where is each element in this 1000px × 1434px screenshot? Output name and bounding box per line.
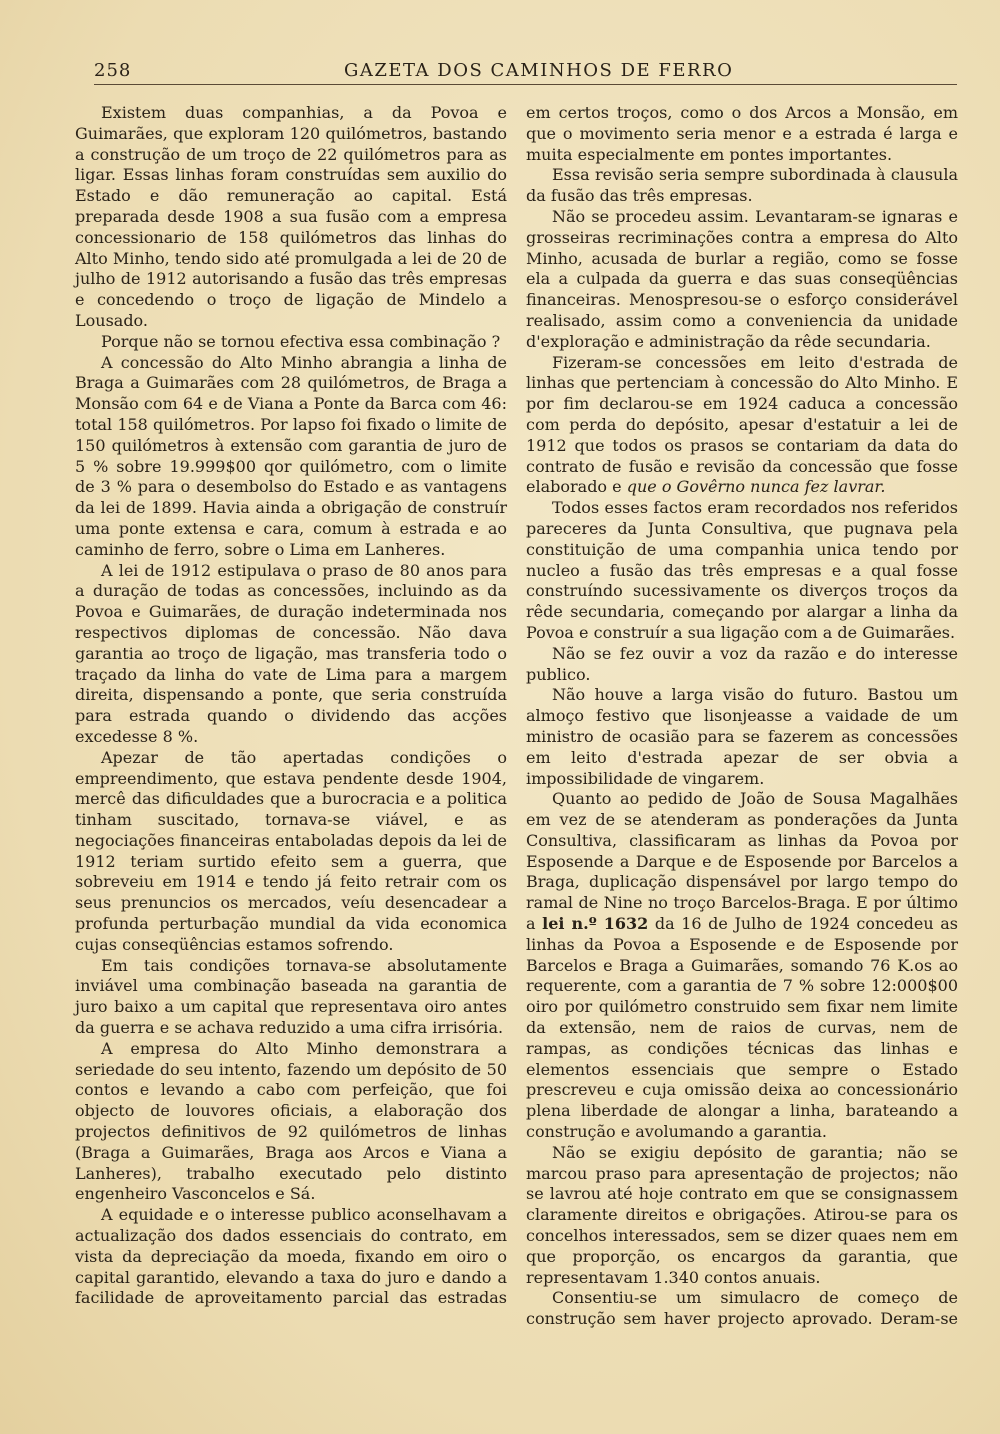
paragraph: Apezar de tão apertadas condições o empreendimento, que estava pendente desde 1904, mercê das dificuldades que a burocracia e a politica tinham suscitado, tornava-se viável, e as negociações financeiras entaboladas depois da lei de 1912 teriam surtido efeito sem a guerra, que sobreveiu em 1914 e tendo já feito retrair com os seus prenuncios os mercados, veíu desencadear a profunda perturbação mundial da vida economica cujas conseqüências estamos sofrendo. bbox=[75, 747, 507, 954]
paragraph: Em tais condições tornava-se absolutamente inviável uma combinação baseada na garantia de juro baixo a um capital que representava oiro antes da guerra e se achava reduzido a uma cifra irrisória. bbox=[75, 955, 507, 1038]
paragraph-text: Quanto ao pedido de João de Sousa Magalhães em vez de se atenderam as ponderações da Junta Consultiva, classificaram as linhas da Povoa por Esposende a Darque e de Esposende por Barcelos a Braga, duplicação dispensável por largo tempo do ramal de Nine no troço Barcelos-Braga. E por último a bbox=[526, 789, 958, 934]
paragraph: A concessão do Alto Minho abrangia a linha de Braga a Guimarães com 28 quilómetros, de Braga a Monsão com 64 e de Viana a Ponte da Barca com 46: total 158 quilómetros. Por lapso foi fixado o limite de 150 quilómetros à extensão com garantia de juro de 5 % sobre 19.999$00 qor quilómetro, com o limite de 3 % para o desembolso do Estado e as vantagens da lei de 1899. Havia ainda a obrigação de construír uma ponte extensa e cara, comum à estrada e ao caminho de ferro, sobre o Lima em Lanheres. bbox=[75, 352, 507, 559]
paragraph: A equidade e o interesse publico aconselhavam a actualização dos dados essenciais do contrato, em vista da depreciação da moeda, fixando em oiro o capital garantido, elevando a taxa do juro e dando a facilidade de aproveitamento parcial das estradas bbox=[75, 1205, 507, 1308]
law-reference: lei n.º 1632 bbox=[542, 914, 649, 934]
paragraph: Não se procedeu assim. Levantaram-se ignaras e grosseiras recriminações contra a empresa do Alto Minho, acusada de burlar a região, como se fosse ela a culpada da guerra e das suas conseqüências financeiras. Menospresou-se o esforço considerável realisado, assim como a conveniencia da unidade d'exploração e administração da rêde secundaria. bbox=[526, 206, 958, 351]
left-column bbox=[75, 103, 507, 1309]
paragraph: Existem duas companhias, a da Povoa e Guimarães, que exploram 120 quilómetros, bastando a construção de um troço de 22 quilómetros para as ligar. Essas linhas foram construídas sem auxilio do Estado e dão remuneração ao capital. Está preparada desde 1908 a sua fusão com a empresa concessionario de 158 quilómetros das linhas do Alto Minho, tendo sido até promulgada a lei de 20 de julho de 1912 autorisando a fusão das três empresas e concedendo o troço de ligação de Mindelo a Lousado. bbox=[75, 103, 507, 330]
paragraph bbox=[526, 353, 958, 499]
running-head: GAZETA DOS CAMINHOS DE FERRO bbox=[344, 60, 734, 81]
paragraph-text: Fizeram-se concessões em leito d'estrada de linhas que pertenciam à concessão do Alto Minho. E por fim declarou-se em 1924 caduca a concessão com perda do depósito, apesar d'estatuir a lei de 1912 que todos os prasos se contariam da data do contrato de fusão e revisão da concessão que fosse elaborado e bbox=[526, 352, 958, 497]
paragraph: Porque não se tornou efectiva essa combinação ? bbox=[101, 331, 501, 351]
paragraph: Consentiu-se um simulacro de começo de construção sem haver projecto aprovado. Deram-se bbox=[526, 1288, 958, 1329]
paragraph: Não houve a larga visão do futuro. Bastou um almoço festivo que lisonjeasse a vaidade de um ministro de ocasião para se fazerem as concessões em leito d'estrada apezar de ser obvia a impossibilidade de vingarem. bbox=[526, 685, 958, 788]
paragraph bbox=[526, 789, 958, 1143]
page-number: 258 bbox=[94, 60, 132, 81]
paragraph: Essa revisão seria sempre subordinada à clausula da fusão das três empresas. bbox=[526, 165, 958, 206]
italic-phrase: que o Govêrno nunca fez lavrar. bbox=[626, 477, 886, 497]
paragraph: A lei de 1912 estipulava o praso de 80 anos para a duração de todas as concessões, incluindo as da Povoa e Guimarães, de duração indeterminada nos respectivos diplomas de concessão. Não dava garantia ao troço de ligação, mas transferia todo o traçado da linha do vate de Lima para a margem direita, dispensando a ponte, que seria construída para estrada quando o dividendo das acções excedesse 8 %. bbox=[75, 560, 507, 746]
header-rule bbox=[94, 84, 957, 85]
paragraph-text: da 16 de Julho de 1924 concedeu as linhas da Povoa a Esposende e de Esposende por Barcelos e Braga a Guimarães, somando 76 K.os ao requerente, com a garantia de 7 % sobre 12:000$00 oiro por quilómetro construido sem fixar nem limite da extensão, nem de raios de curvas, nem de rampas, as condições técnicas das linhas e elementos essenciais que sempre o Estado prescreveu e cuja omissão deixa ao concessionário plena liberdade de alongar a linha, barateando a construção e avolumando a garantia. bbox=[526, 914, 959, 1142]
paragraph: A empresa do Alto Minho demonstrara a seriedade do seu intento, fazendo um depósito de 50 contos e levando a cabo com perfeição, que foi objecto de louvores oficiais, a elaboração dos projectos definitivos de 92 quilómetros de linhas (Braga a Guimarães, Braga aos Arcos e Viana a Lanheres), trabalho executado pelo distinto engenheiro Vasconcelos e Sá. bbox=[75, 1038, 507, 1204]
paragraph: Não se fez ouvir a voz da razão e do interesse publico. bbox=[526, 643, 958, 684]
paragraph: Todos esses factos eram recordados nos referidos pareceres da Junta Consultiva, que pugnava pela constituição de uma companhia unica tendo por nucleo a fusão das três empresas e a qual fosse construíndo sucessivamente os diverços troços da rêde secundaria, começando por alargar a linha da Povoa e construír a sua ligação com a de Guimarães. bbox=[526, 498, 958, 642]
paragraph: Não se exigiu depósito de garantia; não se marcou praso para apresentação de projectos; não se lavrou até hoje contrato em que se consignassem claramente direitos e obrigações. Atirou-se para os concelhos interessados, sem se dizer quaes nem em que proporção, os encargos da garantia, que representavam 1.340 contos anuais. bbox=[526, 1142, 958, 1287]
paragraph-continued: em certos troços, como o dos Arcos a Monsão, em que o movimento seria menor e a estrada é larga e muita especialmente em pontes importantes. bbox=[526, 103, 958, 164]
right-column bbox=[526, 103, 958, 1330]
